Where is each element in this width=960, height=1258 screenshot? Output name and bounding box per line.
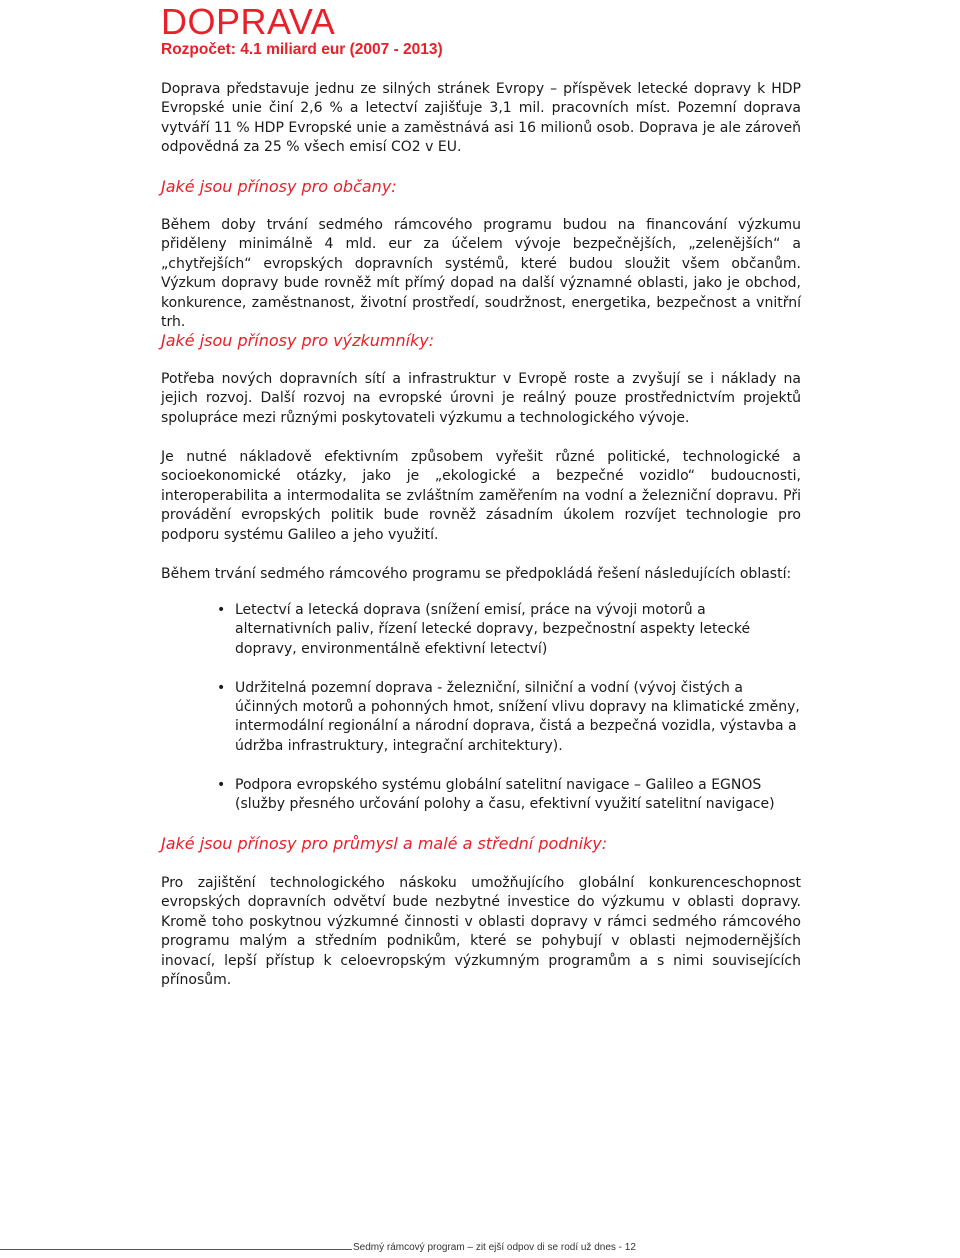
budget-subtitle: Rozpočet: 4.1 miliard eur (2007 - 2013) [161,41,443,58]
citizens-paragraph: Během doby trvání sedmého rámcového programu budou na financování výzkumu přiděleny minimálně 4 mld. eur za účelem vývoje bezpečnějších, „zelenějších“ a „chytřejších“ evropských dopravních systémů, které budou sloužit všem občanům. Výzkum dopravy bude rovněž mít přímý dopad na další významné oblasti, jako je obchod, konkurence, zaměstnanost, životní prostředí, soudržnost, energetika, bezpečnost a vnitřní trh. [161,217,801,331]
research-areas-list [161,601,801,814]
list-item [161,776,801,815]
list-item-text: Podpora evropského systému globální satelitní navigace – Galileo a EGNOS (služby přesného určování polohy a času, efektivní využití satelitní navigace) [235,776,775,813]
list-item-text: Udržitelná pozemní doprava - železniční, silniční a vodní (vývoj čistých a účinných motorů a pohonných hmot, snížení vlivu dopravy na klimatické změny, intermodální regionální a národní doprava, čistá a bezpečná vozidla, výstavba a údržba infrastruktury, integrační architektury). [235,679,800,754]
bullet-icon: • [217,679,226,696]
heading-industry: Jaké jsou přínosy pro průmysl a malé a střední podniky: [161,834,608,853]
researchers-paragraph-3: Během trvání sedmého rámcového programu se předpokládá řešení následujících oblastí: [161,566,792,582]
researchers-paragraph-1: Potřeba nových dopravních sítí a infrastruktur v Evropě roste a zvyšují se i náklady na jejich rozvoj. Další rozvoj na evropské úrovni je reálný pouze prostřednictvím projektů spolupráce mezi různými poskytovateli výzkumu a technologického vývoje. [161,371,801,426]
bullet-icon: • [217,602,226,618]
heading-citizens: Jaké jsou přínosy pro občany: [161,177,397,196]
page-title: DOPRAVA [161,1,336,42]
list-item-text: Letectví a letecká doprava (snížení emisí, práce na vývoji motorů a alternativních paliv, řízení letecké dopravy, bezpečnostní aspekty letecké dopravy, environmentálně efektivní letectví) [235,602,751,657]
list-item [161,601,801,659]
page-footer: Sedmý rámcový program – zit ejší odpov di se rodí už dnes - 12 [353,1242,636,1253]
intro-paragraph: Doprava představuje jednu ze silných stránek Evropy – příspěvek letecké dopravy k HDP Evropské unie činí 2,6 % a letectví zajišťuje 3,1 mil. pracovních míst. Pozemní doprava vytváří 11 % HDP Evropské unie a zaměstnává asi 16 milionů osob. Doprava je ale zároveň odpovědná za 25 % všech emisí CO2 v EU. [161,81,801,156]
industry-paragraph: Pro zajištění technologického náskoku umožňujícího globální konkurenceschopnost evropských dopravních odvětví bude nezbytné investice do výzkumu v oblasti dopravy. Kromě toho poskytnou výzkumné činnosti v oblasti dopravy v rámci sedmého rámcového programu malým a středním podnikům, které se pohybují v oblasti nejmodernějších inovací, lepší přístup k celoevropským výzkumným programům a s nimi souvisejících přínosům. [161,875,801,989]
bullet-icon: • [217,776,226,793]
researchers-paragraph-2: Je nutné nákladově efektivním způsobem vyřešit různé politické, technologické a socioekonomické otázky, jako je „ekologické a bezpečné vozidlo“ budoucnosti, interoperabilita a intermodalita se zvláštním zaměřením na vodní a železniční dopravu. Při provádění evropských politik bude rovněž zásadním úkolem rozvíjet technologie pro podporu systému Galileo a jeho využití. [161,449,801,543]
heading-researchers: Jaké jsou přínosy pro výzkumníky: [161,331,435,350]
list-item [161,679,801,757]
